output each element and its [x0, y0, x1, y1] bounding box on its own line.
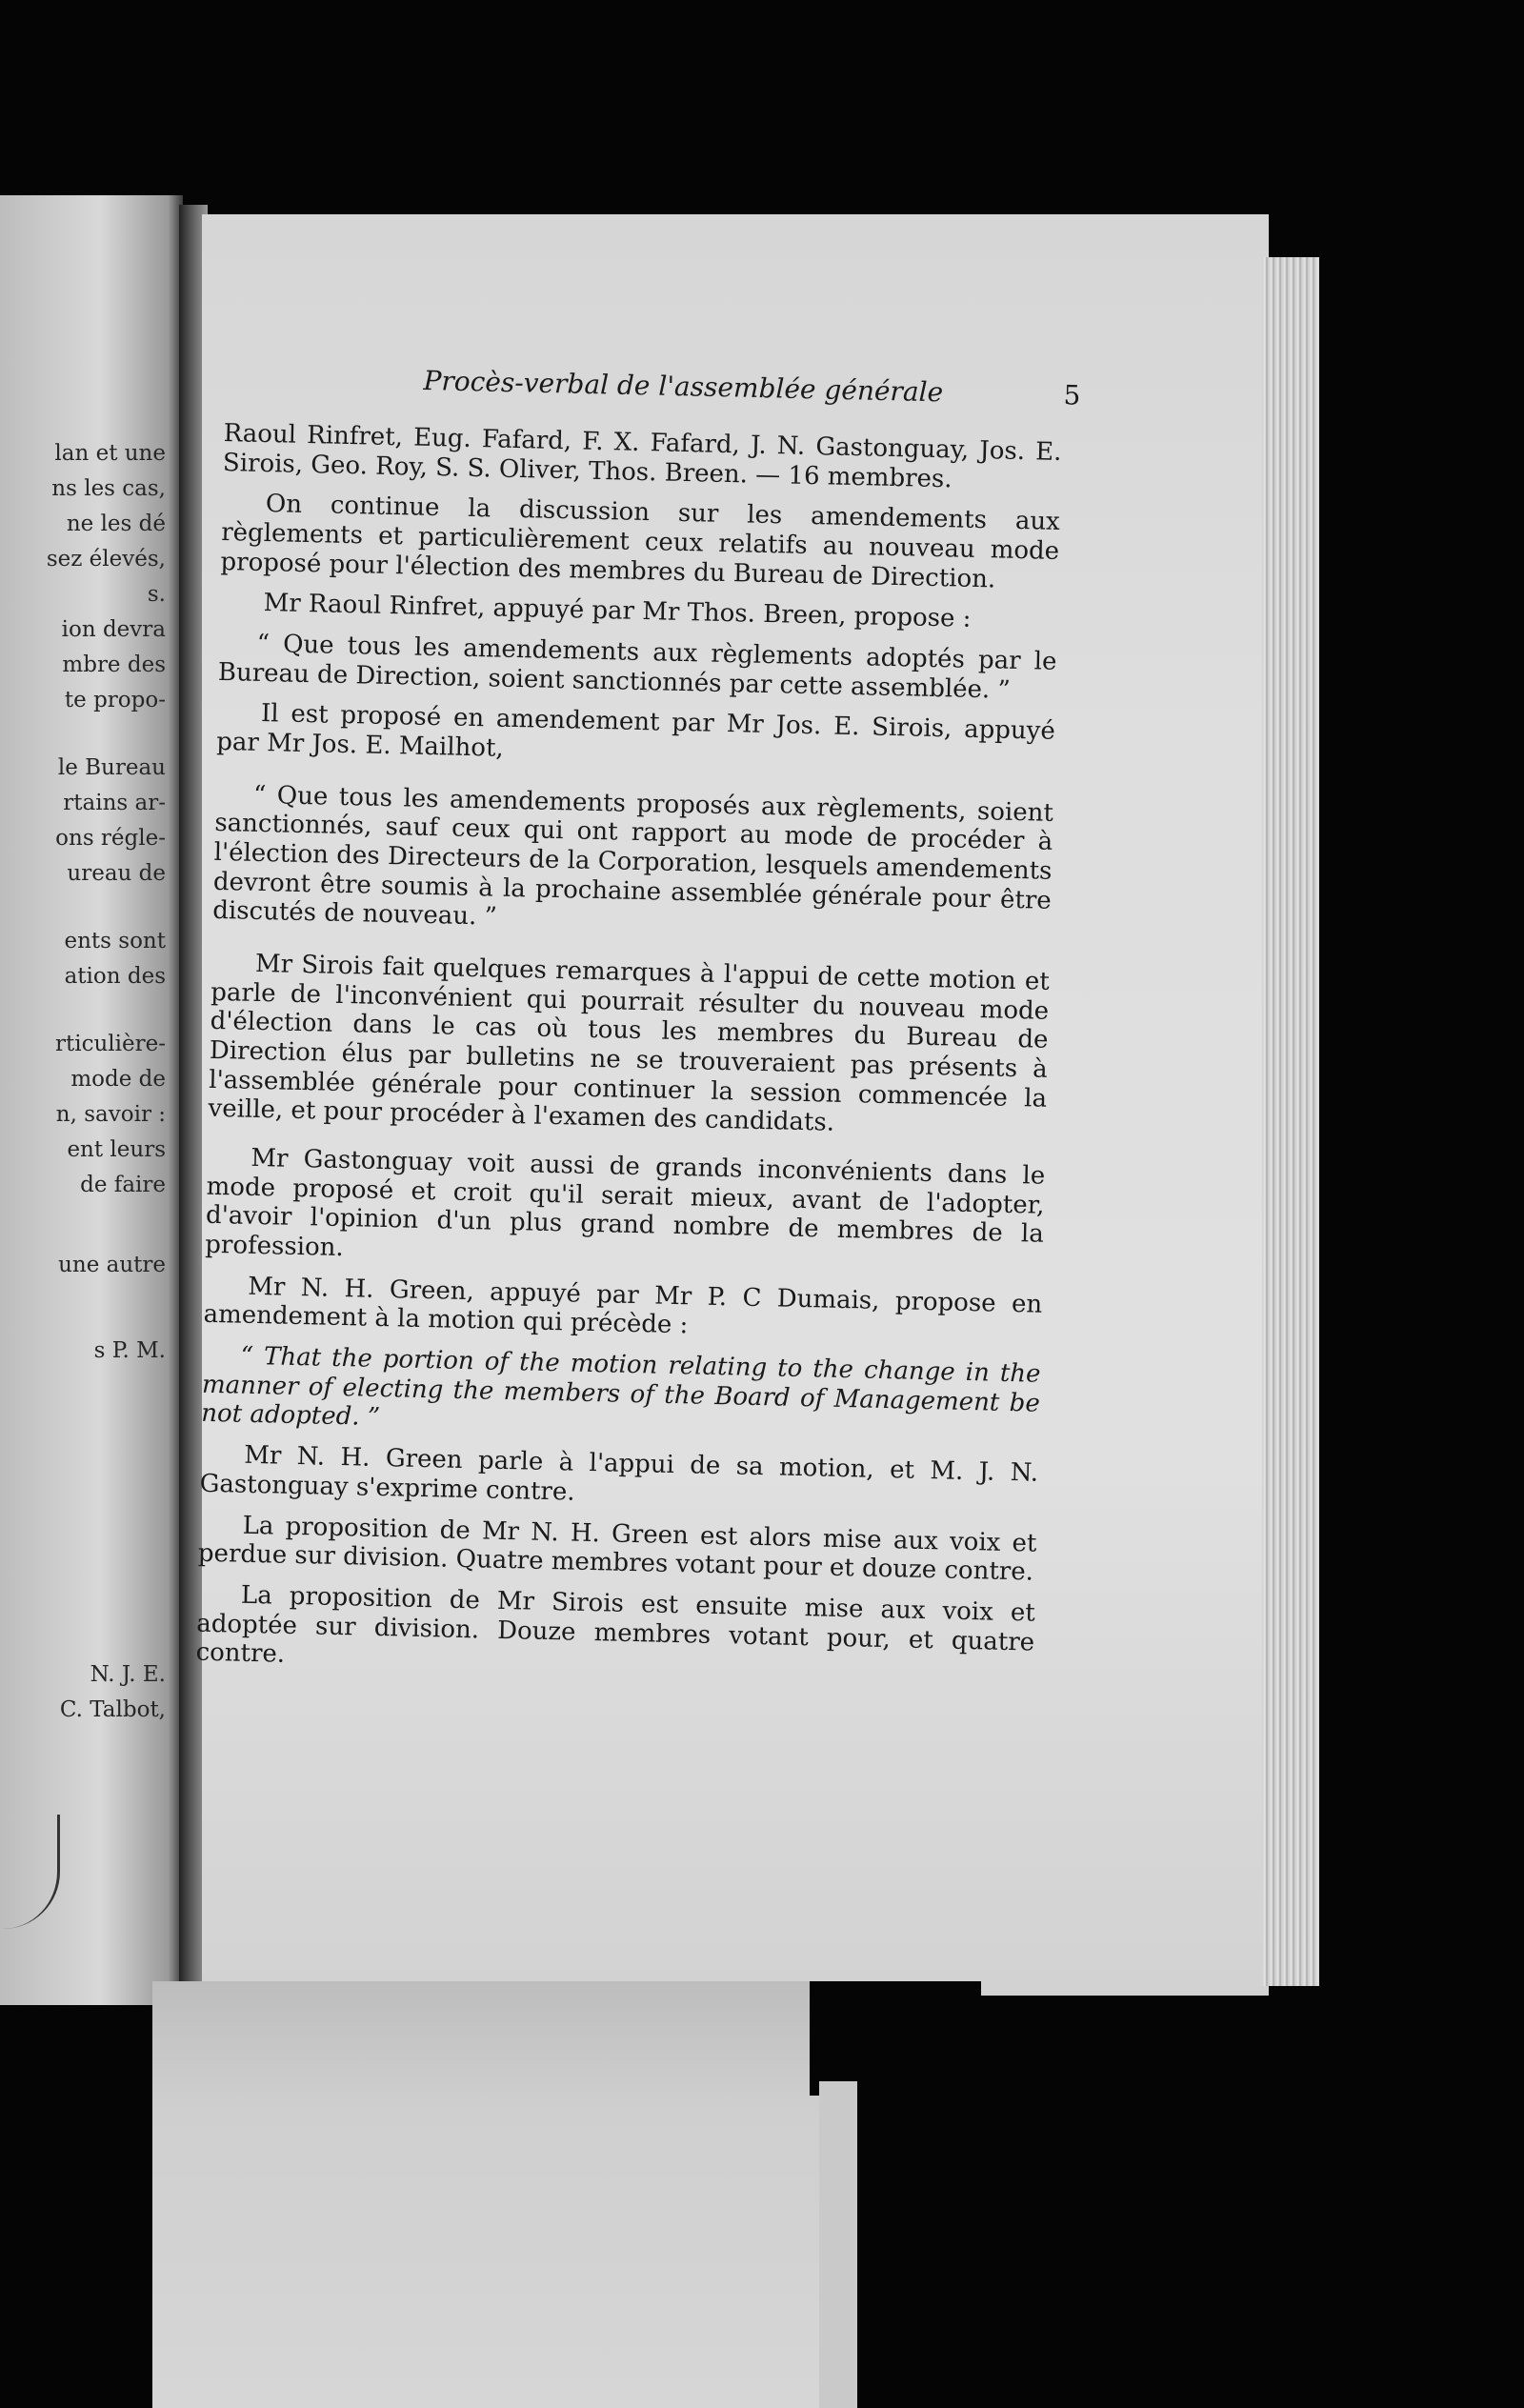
paragraph: La proposition de Mr Sirois est ensuite mise aux voix et adoptée sur division. Douze membres votant pour, et quatre contre.: [195, 1580, 1036, 1669]
left-line: ureau de: [67, 861, 166, 886]
left-facing-page: [0, 195, 183, 2005]
left-line: te propo-: [64, 688, 166, 712]
left-line: le Bureau: [57, 755, 166, 780]
quotation: “ That the portion of the motion relating to the change in the manner of electing the members of the Board of Management be not adopted. ”: [200, 1341, 1041, 1433]
paragraph: Raoul Rinfret, Eug. Fafard, F. X. Fafard, J. N. Gastonguay, Jos. E. Sirois, Geo. Roy, S. S. Oliver, Thos. Breen. — 16 membres.: [222, 419, 1062, 494]
running-title: Procès-verbal de l'assemblée générale: [423, 365, 944, 409]
left-line: rtains ar-: [63, 791, 166, 815]
left-line: ne les dé: [66, 512, 166, 536]
left-line: ion devra: [61, 617, 166, 642]
paragraph: La proposition de Mr N. H. Green est alors mise aux voix et perdue sur division. Quatre membres votant pour et douze contre.: [197, 1511, 1037, 1587]
left-line: lan et une: [54, 441, 166, 466]
left-line: ons régle-: [55, 826, 166, 851]
left-line: sez élevés,: [46, 547, 166, 572]
paragraph: Mr Sirois fait quelques remarques à l'appui de cette motion et parle de l'inconvénient qui pourrait résulter du nouveau mode d'élection dans le cas où tous les membres du Bureau de Direction élus par bulletins ne se trouveraient pas présents à l'assemblée générale pour continuer la session commencée la veille, et pour procéder à l'examen des candidats.: [208, 949, 1051, 1138]
left-line: s.: [147, 582, 166, 607]
left-line: de faire: [80, 1173, 166, 1197]
paragraph: On continue la discussion sur les amendements aux règlements et particulièrement ceux relatifs au nouveau mode proposé pour l'élection des membres du Bureau de Direction.: [220, 490, 1061, 594]
page-number: 5: [1063, 379, 1081, 411]
left-line: s P. M.: [93, 1338, 166, 1363]
paragraph: Mr Gastonguay voit aussi de grands inconvénients dans le mode proposé et croit qu'il serait mieux, avant de l'adopter, d'avoir l'opinion d'un plus grand nombre de membres de la profession.: [204, 1143, 1046, 1263]
body-text: [195, 419, 1062, 1697]
quotation: “ Que tous les amendements proposés aux règlements, soient sanctionnés, sauf ceux qui ont rapport au mode de procéder à l'élection des Directeurs de la Corporation, lesquels amendements devront être soumis à la prochaine assemblée générale pour être discutés de nouveau. ”: [211, 780, 1054, 933]
paragraph: Mr N. H. Green parle à l'appui de sa motion, et M. J. N. Gastonguay s'exprime contre.: [199, 1440, 1039, 1507]
page-below-edge: [819, 2081, 857, 2408]
left-line: rticulière-: [55, 1032, 166, 1056]
left-line: C. Talbot,: [59, 1697, 166, 1722]
left-line: ent leurs: [67, 1137, 166, 1162]
page-edges: [1262, 257, 1319, 1986]
left-line: N. J. E.: [90, 1662, 166, 1687]
paragraph: Mr N. H. Green, appuyé par Mr P. C Dumais, propose en amendement à la motion qui précède :: [203, 1272, 1043, 1340]
page-curl: [0, 1815, 60, 1929]
paragraph: Mr Raoul Rinfret, appuyé par Mr Thos. Breen, propose :: [263, 589, 972, 634]
paragraph: Il est proposé en amendement par Mr Jos. E. Sirois, appuyé par Mr Jos. E. Mailhot,: [215, 699, 1056, 763]
left-line: n, savoir :: [55, 1102, 166, 1127]
left-line: une autre: [58, 1253, 166, 1277]
left-line: ns les cas,: [51, 476, 166, 501]
left-line: mbre des: [62, 652, 166, 677]
left-line: ents sont: [64, 929, 166, 953]
page-below: [152, 1981, 819, 2408]
quotation: “ Que tous les amendements aux règlements adoptés par le Bureau de Direction, soient sanctionnés par cette assemblée. ”: [217, 629, 1057, 705]
left-line: mode de: [70, 1067, 166, 1092]
left-line: ation des: [64, 964, 166, 989]
